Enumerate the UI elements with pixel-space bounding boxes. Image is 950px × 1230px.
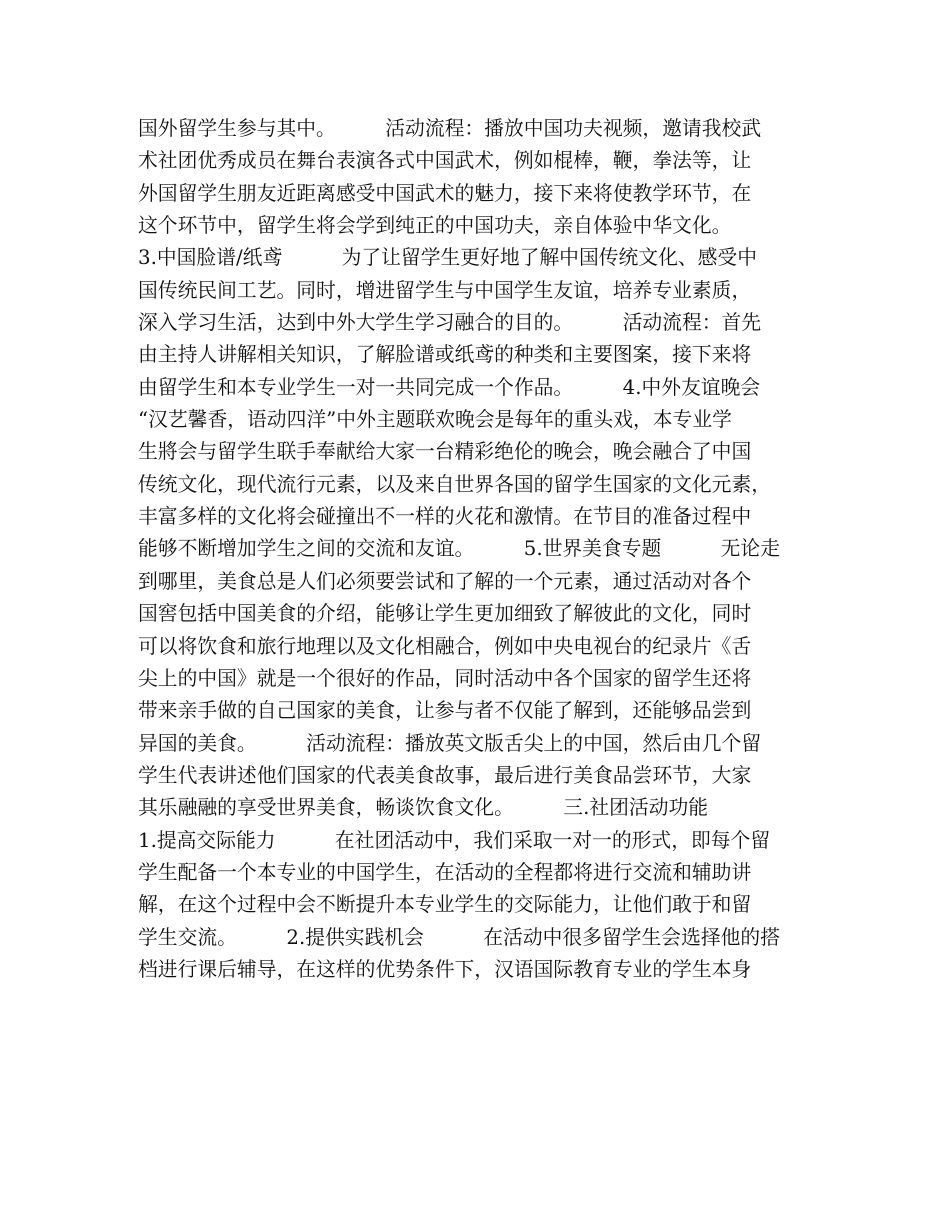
text-line-7: 深入学习生活，达到中外大学生学习融合的目的。 活动流程：首先 <box>138 311 762 335</box>
text-line-26: 学生交流。 2.提供实践机会 在活动中很多留学生会选择他的搭 <box>138 925 780 949</box>
text-line-20: 异国的美食。 活动流程：播放英文版舌尖上的中国，然后由几个留 <box>138 731 762 755</box>
text-line-10: “汉艺馨香，语动四洋”中外主题联欢晚会是每年的重头戏，本专业学 <box>138 408 732 432</box>
text-line-21: 学生代表讲述他们国家的代表美食故事，最后进行美食品尝环节，大家 <box>138 763 752 787</box>
text-line-16: 国窖包括中国美食的介绍，能够让学生更加细致了解彼此的文化，同时 <box>138 602 752 626</box>
text-line-4: 这个环节中，留学生将会学到纯正的中国功夫，亲自体验中华文化。 <box>138 214 732 238</box>
text-line-23: 1.提高交际能力 在社团活动中，我们采取一对一的形式，即每个留 <box>138 828 771 852</box>
text-line-12: 传统文化，现代流行元素，以及来自世界各国的留学生国家的文化元素， <box>138 472 772 496</box>
text-line-9: 由留学生和本专业学生一对一共同完成一个作品。 4.中外友谊晚会 <box>138 375 761 399</box>
text-line-14: 能够不断增加学生之间的交流和友谊。 5.世界美食专题 无论走 <box>138 537 780 561</box>
text-line-18: 尖上的中国》就是一个很好的作品，同时活动中各个国家的留学生还将 <box>138 666 752 690</box>
text-line-25: 解，在这个过程中会不断提升本专业学生的交际能力，让他们敢于和留 <box>138 893 752 917</box>
text-line-27: 档进行课后辅导，在这样的优势条件下，汉语国际教育专业的学生本身 <box>138 957 752 981</box>
text-line-11: 生將会与留学生联手奉献给大家一台精彩绝伦的晚会，晚会融合了中国 <box>138 440 752 464</box>
text-line-22: 其乐融融的享受世界美食，畅谈饮食文化。 三.社团活动功能 <box>138 796 709 820</box>
text-line-15: 到哪里，美食总是人们必须要尝试和了解的一个元素，通过活动对各个 <box>138 569 752 593</box>
text-line-6: 国传统民间工艺。同时，增进留学生与中国学生友谊，培养专业素质， <box>138 278 752 302</box>
text-line-24: 学生配备一个本专业的中国学生，在活动的全程都将进行交流和辅助讲 <box>138 860 752 884</box>
text-line-3: 外国留学生朋友近距离感受中国武术的魅力，接下来将使教学环节，在 <box>138 181 752 205</box>
text-line-17: 可以将饮食和旅行地理以及文化相融合，例如中央电视台的纪录片《舌 <box>138 634 752 658</box>
text-line-1: 国外留学生参与其中。 活动流程：播放中国功夫视频，邀请我校武 <box>138 117 762 140</box>
text-line-13: 丰富多样的文化将会碰撞出不一样的火花和激情。在节目的准备过程中 <box>138 505 752 529</box>
body-text <box>138 113 818 986</box>
text-line-5: 3.中国脸谱/纸鸢 为了让留学生更好地了解中国传统文化、感受中 <box>138 246 757 270</box>
text-line-2: 术社团优秀成员在舞台表演各式中国武术，例如棍棒，鞭，拳法等，让 <box>138 149 752 173</box>
text-line-8: 由主持人讲解相关知识，了解脸谱或纸鸢的种类和主要图案，接下来将 <box>138 343 752 367</box>
text-line-19: 带来亲手做的自己国家的美食，让参与者不仅能了解到，还能够品尝到 <box>138 699 752 723</box>
